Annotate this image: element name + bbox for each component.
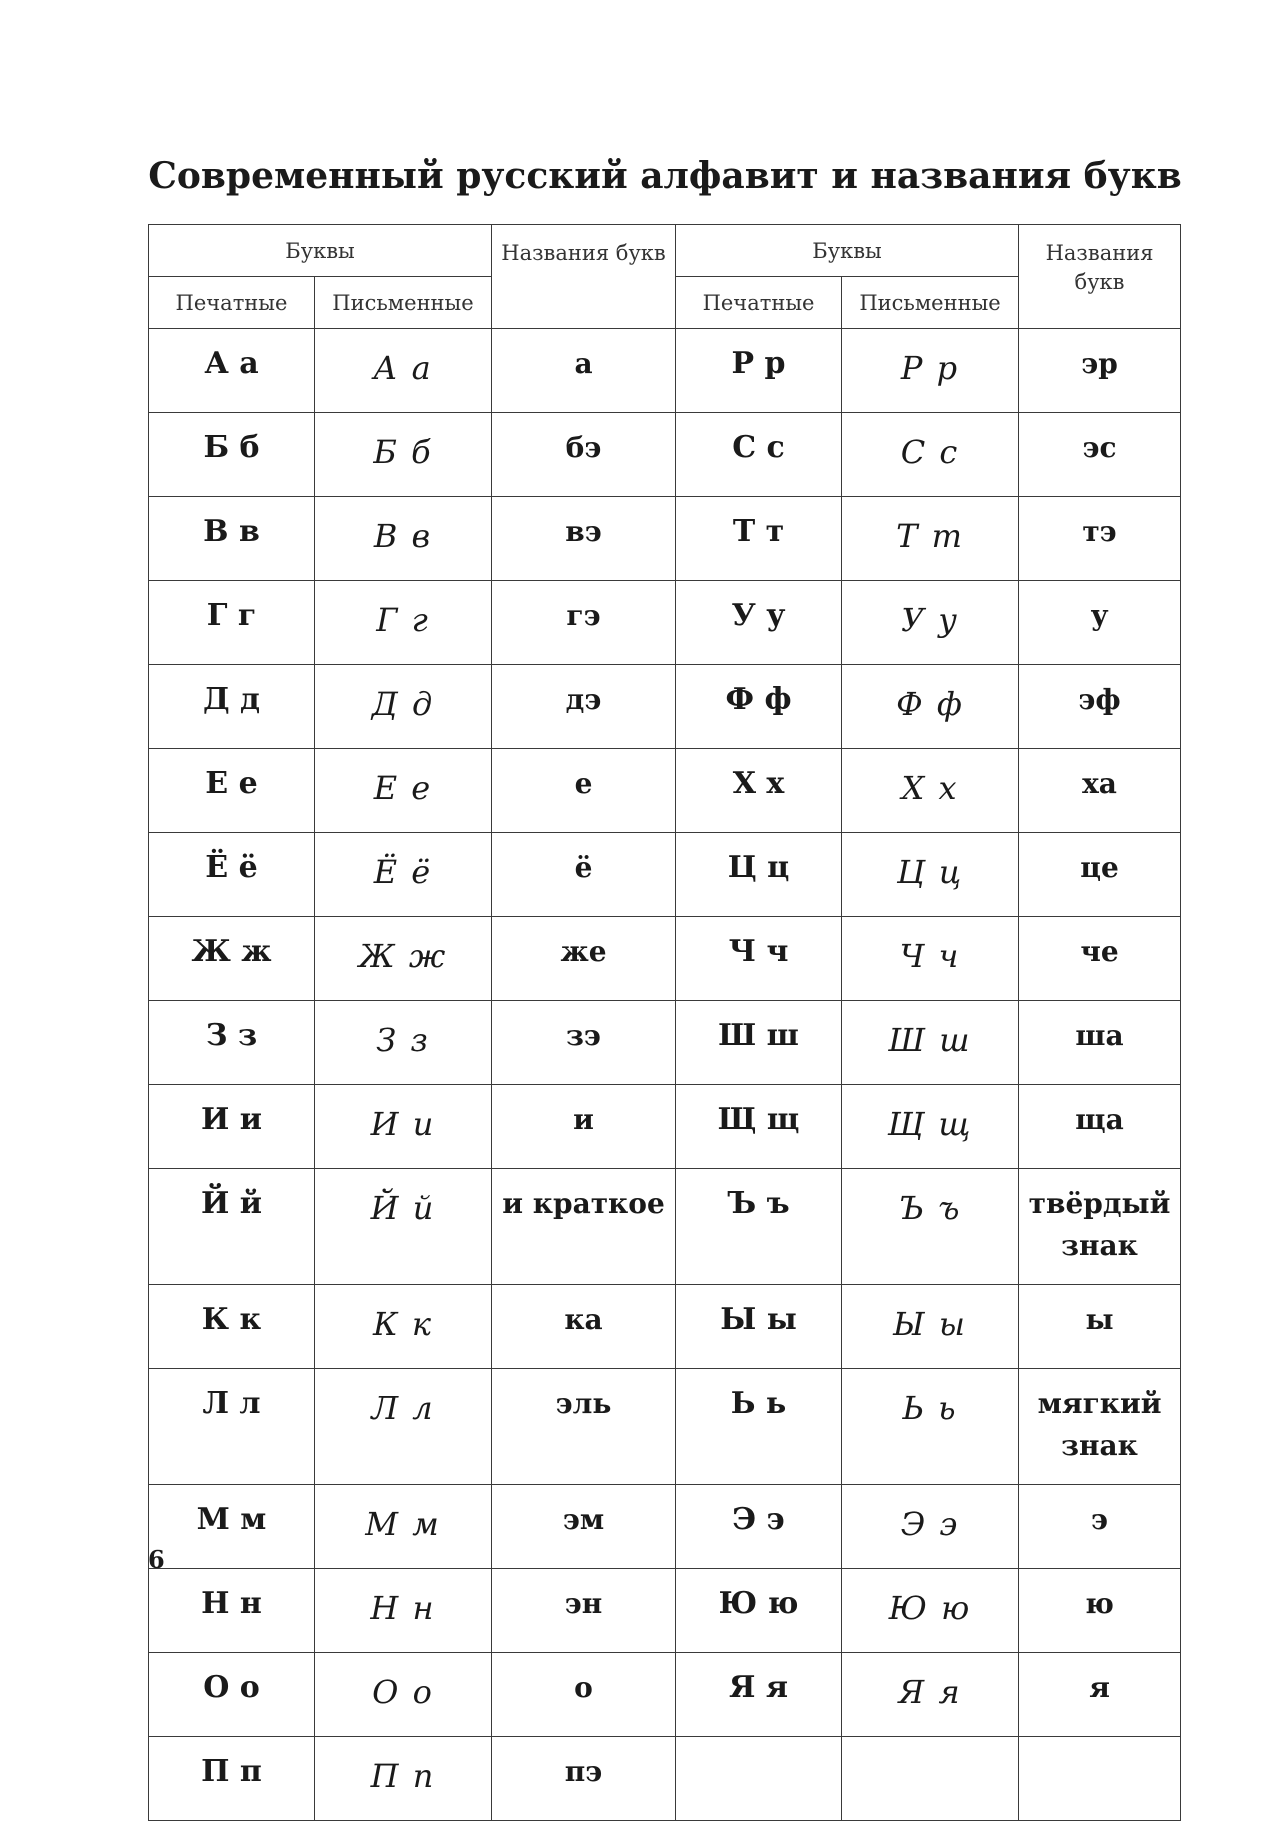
letter-name: ша: [1019, 1001, 1181, 1085]
letter-name: мягкий знак: [1019, 1369, 1181, 1485]
table-row: [149, 329, 1181, 413]
letter-name: вэ: [492, 497, 676, 581]
header-written-left: Письменные: [315, 277, 492, 329]
letter-name: ю: [1019, 1569, 1181, 1653]
printed-letter: Ч ч: [676, 917, 842, 1001]
table-row: [149, 833, 1181, 917]
written-letter: Ё ё: [315, 833, 492, 917]
letter-name: я: [1019, 1653, 1181, 1737]
written-letter: Х х: [842, 749, 1019, 833]
printed-letter: Ы ы: [676, 1285, 842, 1369]
printed-letter: Д д: [149, 665, 315, 749]
written-letter: Ц ц: [842, 833, 1019, 917]
printed-letter: Ф ф: [676, 665, 842, 749]
alphabet-body: [149, 329, 1181, 1821]
letter-name: эль: [492, 1369, 676, 1485]
letter-name: це: [1019, 833, 1181, 917]
printed-letter: Б б: [149, 413, 315, 497]
printed-letter: Е е: [149, 749, 315, 833]
written-letter: З з: [315, 1001, 492, 1085]
printed-letter: [676, 1737, 842, 1821]
written-letter: Ч ч: [842, 917, 1019, 1001]
written-letter: Э э: [842, 1485, 1019, 1569]
table-row: [149, 1369, 1181, 1485]
written-letter: Ъ ъ: [842, 1169, 1019, 1285]
printed-letter: О о: [149, 1653, 315, 1737]
table-row: [149, 1653, 1181, 1737]
printed-letter: Щ щ: [676, 1085, 842, 1169]
written-letter: Ш ш: [842, 1001, 1019, 1085]
written-letter: [842, 1737, 1019, 1821]
table-row: [149, 1737, 1181, 1821]
letter-name: пэ: [492, 1737, 676, 1821]
header-letters-right: Буквы: [676, 225, 1019, 277]
printed-letter: Ж ж: [149, 917, 315, 1001]
letter-name: ка: [492, 1285, 676, 1369]
printed-letter: Ц ц: [676, 833, 842, 917]
printed-letter: Ш ш: [676, 1001, 842, 1085]
written-letter: У у: [842, 581, 1019, 665]
letter-name: че: [1019, 917, 1181, 1001]
written-letter: Я я: [842, 1653, 1019, 1737]
written-letter: В в: [315, 497, 492, 581]
letter-name: твёрдый знак: [1019, 1169, 1181, 1285]
letter-name: зэ: [492, 1001, 676, 1085]
written-letter: И и: [315, 1085, 492, 1169]
alphabet-table: [148, 224, 1181, 1821]
letter-name: ха: [1019, 749, 1181, 833]
header-names-left: Названия букв: [492, 225, 676, 329]
written-letter: Т т: [842, 497, 1019, 581]
header-written-right: Письменные: [842, 277, 1019, 329]
table-row: [149, 1085, 1181, 1169]
letter-name: ща: [1019, 1085, 1181, 1169]
letter-name: и краткое: [492, 1169, 676, 1285]
letter-name: о: [492, 1653, 676, 1737]
table-row: [149, 1169, 1181, 1285]
printed-letter: Й й: [149, 1169, 315, 1285]
printed-letter: З з: [149, 1001, 315, 1085]
printed-letter: М м: [149, 1485, 315, 1569]
printed-letter: Ъ ъ: [676, 1169, 842, 1285]
letter-name: ё: [492, 833, 676, 917]
printed-letter: К к: [149, 1285, 315, 1369]
written-letter: Ь ь: [842, 1369, 1019, 1485]
written-letter: А а: [315, 329, 492, 413]
written-letter: Й й: [315, 1169, 492, 1285]
table-row: [149, 749, 1181, 833]
table-row: [149, 581, 1181, 665]
table-row: [149, 1001, 1181, 1085]
written-letter: Ы ы: [842, 1285, 1019, 1369]
table-row: [149, 497, 1181, 581]
header-printed-right: Печатные: [676, 277, 842, 329]
header-names-right: Названия букв: [1019, 225, 1181, 329]
written-letter: С с: [842, 413, 1019, 497]
written-letter: Л л: [315, 1369, 492, 1485]
table-row: [149, 413, 1181, 497]
printed-letter: П п: [149, 1737, 315, 1821]
letter-name: бэ: [492, 413, 676, 497]
written-letter: Ф ф: [842, 665, 1019, 749]
printed-letter: Э э: [676, 1485, 842, 1569]
printed-letter: И и: [149, 1085, 315, 1169]
printed-letter: Ю ю: [676, 1569, 842, 1653]
letter-name: а: [492, 329, 676, 413]
table-row: [149, 1485, 1181, 1569]
letter-name: эн: [492, 1569, 676, 1653]
letter-name: э: [1019, 1485, 1181, 1569]
letter-name: эф: [1019, 665, 1181, 749]
letter-name: [1019, 1737, 1181, 1821]
written-letter: М м: [315, 1485, 492, 1569]
table-row: [149, 1569, 1181, 1653]
printed-letter: Ь ь: [676, 1369, 842, 1485]
written-letter: Г г: [315, 581, 492, 665]
printed-letter: Г г: [149, 581, 315, 665]
letter-name: ы: [1019, 1285, 1181, 1369]
written-letter: О о: [315, 1653, 492, 1737]
printed-letter: Я я: [676, 1653, 842, 1737]
written-letter: Е е: [315, 749, 492, 833]
printed-letter: Н н: [149, 1569, 315, 1653]
printed-letter: Р р: [676, 329, 842, 413]
letter-name: и: [492, 1085, 676, 1169]
letter-name: эм: [492, 1485, 676, 1569]
written-letter: К к: [315, 1285, 492, 1369]
page-title: Современный русский алфавит и названия букв: [148, 155, 1182, 197]
printed-letter: А а: [149, 329, 315, 413]
letter-name: тэ: [1019, 497, 1181, 581]
page-number: 6: [148, 1545, 165, 1574]
printed-letter: Т т: [676, 497, 842, 581]
letter-name: е: [492, 749, 676, 833]
letter-name: дэ: [492, 665, 676, 749]
printed-letter: У у: [676, 581, 842, 665]
written-letter: Р р: [842, 329, 1019, 413]
printed-letter: Х х: [676, 749, 842, 833]
letter-name: эс: [1019, 413, 1181, 497]
printed-letter: Ё ё: [149, 833, 315, 917]
written-letter: Щ щ: [842, 1085, 1019, 1169]
table-row: [149, 917, 1181, 1001]
header-printed-left: Печатные: [149, 277, 315, 329]
printed-letter: В в: [149, 497, 315, 581]
written-letter: Б б: [315, 413, 492, 497]
printed-letter: С с: [676, 413, 842, 497]
written-letter: Д д: [315, 665, 492, 749]
letter-name: у: [1019, 581, 1181, 665]
written-letter: П п: [315, 1737, 492, 1821]
letter-name: же: [492, 917, 676, 1001]
table-row: [149, 665, 1181, 749]
header-letters-left: Буквы: [149, 225, 492, 277]
letter-name: эр: [1019, 329, 1181, 413]
table-row: [149, 1285, 1181, 1369]
written-letter: Н н: [315, 1569, 492, 1653]
letter-name: гэ: [492, 581, 676, 665]
written-letter: Ю ю: [842, 1569, 1019, 1653]
printed-letter: Л л: [149, 1369, 315, 1485]
written-letter: Ж ж: [315, 917, 492, 1001]
